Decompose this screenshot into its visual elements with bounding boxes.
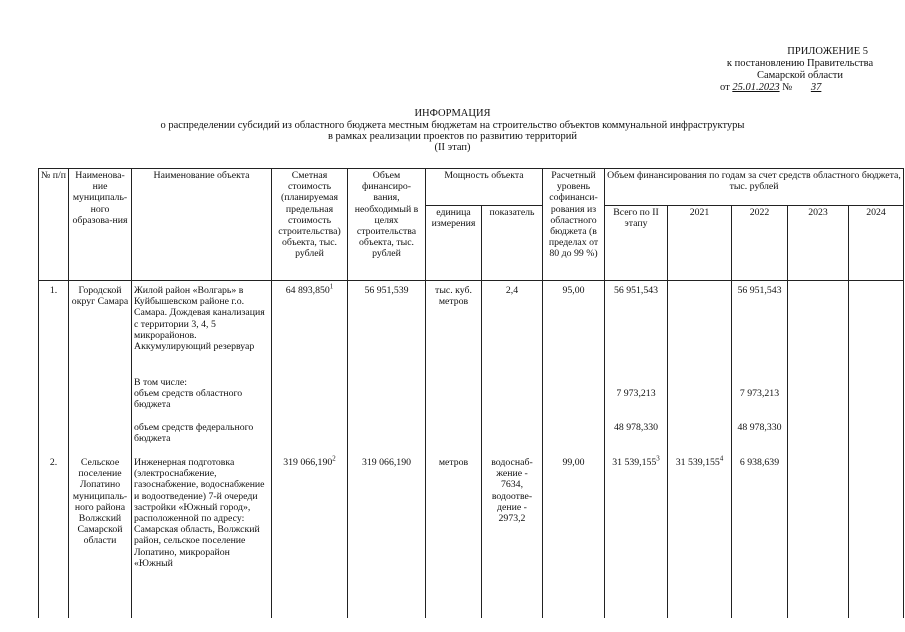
col-cofin-header: Расчетный уровень софинанси-рования из областного бюджета (в пределах от 80 до 99 %) [543, 169, 605, 281]
row-est-cost [272, 281, 348, 377]
col-cap-value-header: показатель [482, 206, 543, 281]
appendix-decree: к постановлению Правительства [726, 58, 874, 69]
row-2022: 7 973,213 [732, 376, 788, 416]
decree-date: 25.01.2023 [732, 82, 780, 93]
row-funding-needed: 56 951,539 [348, 281, 426, 377]
row-cofin: 99,00 [543, 453, 605, 618]
col-2022-header: 2022 [732, 206, 788, 281]
doc-subtitle-2: в рамках реализации проектов по развитию территорий [327, 131, 578, 142]
col-funding-years-header: Объем финансирования по годам за счет средств областного бюджета, тыс. рублей [605, 169, 904, 206]
row-municipality: Сельское поселение Лопатино муниципаль-ного района Волжский Самарской области [69, 453, 132, 618]
footnote-mark: 2 [332, 454, 336, 463]
row-2023 [788, 453, 849, 618]
row-object [132, 376, 272, 416]
col-cap-unit-header: единица измерения [426, 206, 482, 281]
subsidy-table [38, 168, 904, 618]
appendix-header [700, 46, 900, 94]
including-label: В том числе: [134, 377, 187, 388]
row-cap-unit: метров [426, 453, 482, 618]
footnote-mark: 4 [719, 454, 724, 463]
row-cap-value: 2,4 [482, 281, 543, 377]
footnote-mark: 1 [329, 282, 334, 291]
col-2024-header: 2024 [849, 206, 904, 281]
federal-budget-label: объем средств федерального бюджета [132, 416, 272, 453]
table-row [39, 376, 904, 416]
y2021-value: 31 539,155 [675, 457, 720, 468]
est-cost-value: 319 066,190 [283, 457, 333, 468]
row-est-cost [272, 453, 348, 618]
row-total: 56 951,543 [605, 281, 668, 377]
row-2021 [668, 281, 732, 377]
row-2023 [788, 281, 849, 377]
col-capacity-header: Мощность объекта [426, 169, 543, 206]
row-funding-needed: 319 066,190 [348, 453, 426, 618]
col-2023-header: 2023 [788, 206, 849, 281]
row-total [605, 453, 668, 618]
footnote-mark: 3 [656, 454, 660, 463]
row-object: Жилой район «Волгарь» в Куйбышевском районе г.о. Самара. Дождевая канализация с территории 3, 4, 5 микрорайонов. Аккумулирующий резервуар [132, 281, 272, 377]
col-total-header: Всего по II этапу [605, 206, 668, 281]
col-funding-needed-header: Объем финансиро-вания, необходимый в целях строительства объекта, тыс. рублей [348, 169, 426, 281]
row-num: 2. [39, 453, 69, 618]
row-total: 7 973,213 [605, 376, 668, 416]
col-num-header: № п/п [39, 169, 69, 281]
header-row-1 [39, 169, 904, 206]
row-cap-unit: тыс. куб. метров [426, 281, 482, 377]
col-object-header: Наименование объекта [132, 169, 272, 281]
appendix-date-line [700, 82, 900, 94]
doc-subtitle-3: (II этап) [434, 142, 471, 153]
appendix-title: ПРИЛОЖЕНИЕ 5 [787, 46, 868, 57]
row-cap-value: водоснаб-жение - 7634, водоотве-дение - 2973,2 [482, 453, 543, 618]
row-2022: 6 938,639 [732, 453, 788, 618]
row-2024 [849, 453, 904, 618]
est-cost-value: 64 893,850 [285, 285, 330, 296]
appendix-region: Самарской области [757, 70, 843, 81]
col-est-cost-header: Сметная стоимость (планируемая предельная стоимость строительства) объекта, тыс. рублей [272, 169, 348, 281]
table-row [39, 453, 904, 618]
total-value: 31 539,155 [612, 457, 657, 468]
regional-budget-label: объем средств областного бюджета [134, 388, 243, 411]
row-2021 [668, 453, 732, 618]
col-municipality-header: Наименова-ние муниципаль-ного образова-ния [69, 169, 132, 281]
date-prefix: от [720, 82, 730, 93]
row-num: 1. [39, 281, 69, 377]
decree-number: 37 [810, 82, 822, 93]
number-prefix: № [782, 82, 793, 93]
doc-title: ИНФОРМАЦИЯ [414, 108, 491, 119]
row-object: Инженерная подготовка (электроснабжение, газоснабжение, водоснабжение и водоотведение) 7-й очереди застройки «Южный город», расположенной по адресу: Самарская область, Волжский район, сельское поселение Лопатино, микрорайон «Южный [132, 453, 272, 618]
row-2022: 56 951,543 [732, 281, 788, 377]
doc-subtitle-1: о распределении субсидий из областного бюджета местным бюджетам на строительство объектов коммунальной инфраструктуры [160, 120, 745, 131]
row-municipality: Городской округ Самара [69, 281, 132, 377]
table-row [39, 416, 904, 453]
col-2021-header: 2021 [668, 206, 732, 281]
row-2024 [849, 281, 904, 377]
row-2022: 48 978,330 [732, 416, 788, 453]
table-row [39, 281, 904, 377]
row-total: 48 978,330 [605, 416, 668, 453]
row-cofin: 95,00 [543, 281, 605, 377]
